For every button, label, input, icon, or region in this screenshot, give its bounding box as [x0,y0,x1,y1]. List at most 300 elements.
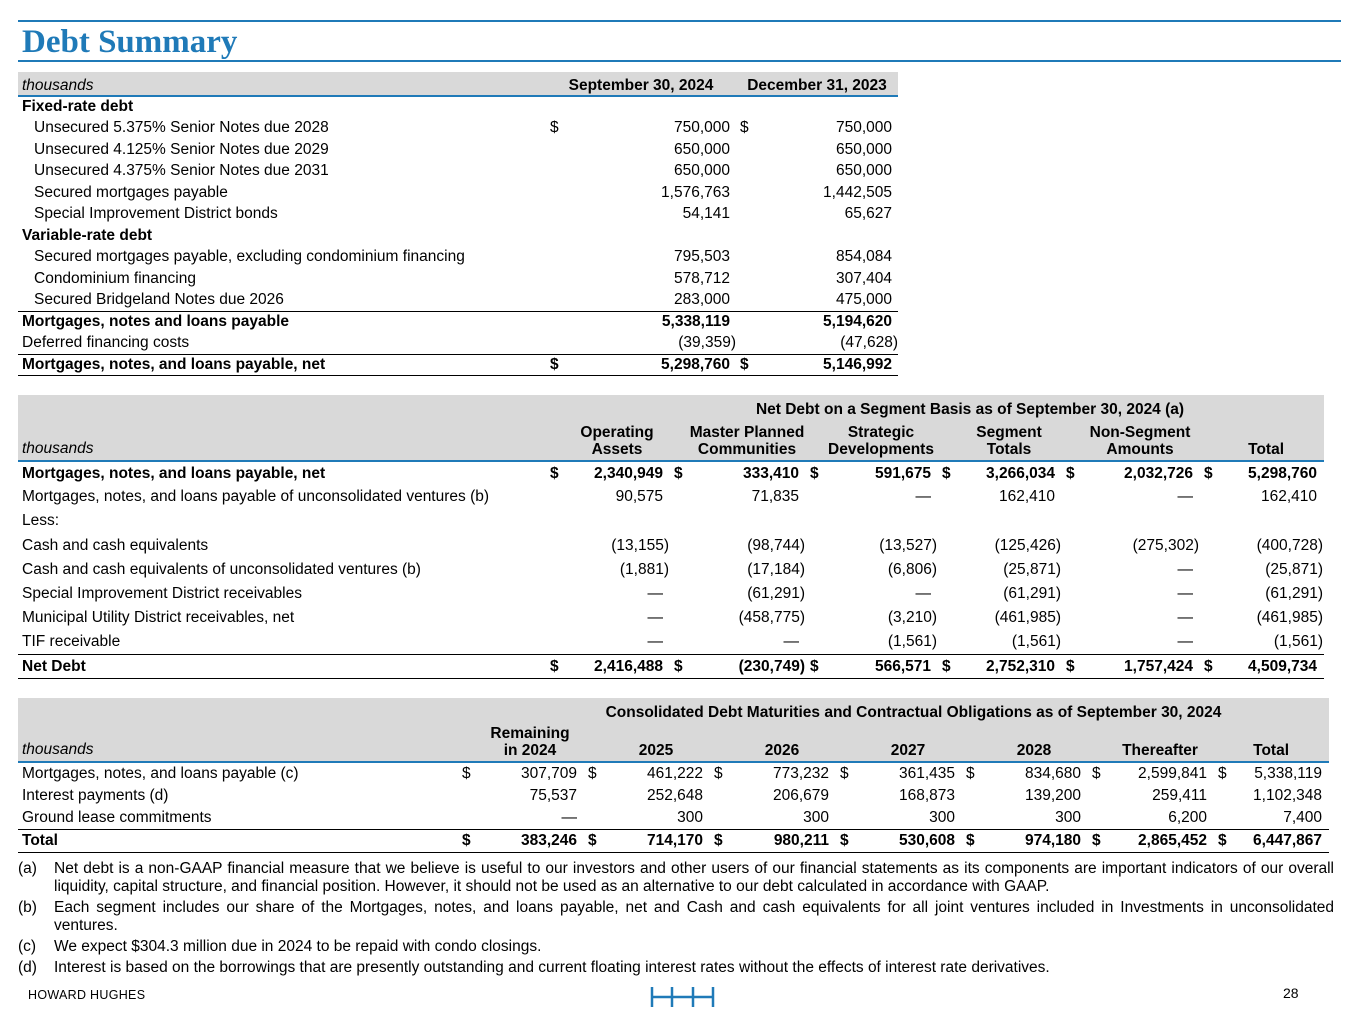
value-sep-2024 [566,96,736,118]
currency-symbol [546,96,566,118]
currency-symbol [736,225,756,247]
currency-symbol [938,558,956,582]
column-header [546,419,670,461]
value-sep-2024: 795,503 [673,248,730,266]
currency-symbol [1200,485,1218,509]
currency-symbol [806,485,824,509]
column-header-line2: 2028 [1016,742,1052,759]
value-cell: (1,561) [1273,633,1323,651]
currency-symbol [584,807,602,830]
currency-symbol [1200,534,1218,558]
value-cell [824,509,938,533]
currency-symbol [546,333,566,355]
value-cell: 1,102,348 [1253,786,1322,804]
table-row [18,247,898,269]
value-cell: (25,871) [1265,560,1323,578]
currency-symbol [806,606,824,630]
currency-symbol [962,807,980,830]
column-header [1214,722,1329,762]
currency-symbol [938,509,956,533]
value-cell: (1,881) [619,560,669,578]
value-cell: (461,985) [994,609,1061,627]
value-cell: 361,435 [898,764,955,782]
currency-symbol [938,534,956,558]
currency-symbol [1062,558,1080,582]
row-label: Cash and cash equivalents of unconsolidated ventures (b) [22,560,421,578]
value-cell: 974,180 [980,830,1088,853]
value-cell: 2,340,949 [594,464,663,482]
currency-symbol: $ [962,830,980,853]
currency-symbol [546,204,566,226]
column-header [938,419,1062,461]
value-cell: — [1177,488,1193,506]
page-number: 28 [1283,985,1299,1001]
currency-symbol [736,268,756,290]
column-header-line1: Non-Segment [1089,424,1191,441]
row-label: TIF receivable [22,633,121,651]
value-cell: 2,599,841 [1138,764,1207,782]
value-cell: (125,426) [994,536,1061,554]
value-sep-2024: 650,000 [673,162,730,180]
value-dec-2023: 307,404 [835,269,892,287]
row-label: Fixed-rate debt [22,98,134,116]
value-cell: 139,200 [1024,786,1081,804]
currency-symbol: $ [1218,764,1227,782]
currency-symbol [938,630,956,654]
row-label: Secured mortgages payable, excluding condominium financing [34,248,465,266]
footnote-text: Each segment includes our share of the Mortgages, notes, and loans payable, net and Cash and cash equivalents for all joint ventures included in Investments in unconsolidated ventures. [54,899,1334,934]
currency-symbol: $ [938,655,956,679]
currency-symbol [458,785,476,808]
currency-symbol [736,96,756,118]
currency-symbol [1062,582,1080,606]
currency-symbol: $ [714,764,723,782]
value-cell: 2,416,488 [564,655,670,679]
value-cell: 5,338,119 [1254,764,1322,782]
maturities-table [18,698,1329,853]
currency-symbol [710,785,728,808]
value-cell: 2,032,726 [1124,464,1193,482]
currency-symbol [806,534,824,558]
currency-symbol: $ [736,354,756,376]
row-label: Cash and cash equivalents [22,536,209,554]
value-cell: 259,411 [1152,786,1207,804]
value-cell: (61,291) [1003,585,1061,603]
row-label: Variable-rate debt [22,226,153,244]
row-label: Ground lease commitments [22,809,212,826]
footer-company: HOWARD HUGHES [28,988,146,1002]
value-cell: 168,873 [898,786,955,804]
footnote-key: (a) [18,860,37,877]
currency-symbol [1062,606,1080,630]
currency-symbol [546,630,564,654]
currency-symbol [670,558,688,582]
currency-symbol [1214,785,1232,808]
column-header-line2: 2026 [764,742,800,759]
currency-symbol: $ [840,764,849,782]
value-cell [1218,509,1324,533]
currency-symbol [736,161,756,183]
currency-symbol: $ [942,464,951,482]
currency-symbol [736,333,756,355]
value-cell: 71,835 [751,488,799,506]
currency-symbol: $ [546,655,564,679]
currency-symbol [546,161,566,183]
value-cell: 4,509,734 [1218,655,1324,679]
value-cell: (3,210) [887,609,937,627]
currency-symbol: $ [1204,464,1213,482]
value-cell: 333,410 [742,464,799,482]
debt-summary-body [18,96,898,376]
value-dec-2023: 650,000 [835,162,892,180]
row-label: Unsecured 4.375% Senior Notes due 2031 [34,162,329,180]
column-header-sep-2024: September 30, 2024 [568,77,714,94]
footnote [18,959,1334,977]
currency-symbol: $ [550,119,559,137]
value-cell [564,509,670,533]
page-title: Debt Summary [22,24,238,60]
value-sep-2024: 1,576,763 [661,183,730,201]
currency-symbol [1062,630,1080,654]
currency-symbol: $ [458,830,476,853]
value-cell: 162,410 [1260,488,1317,506]
currency-symbol: $ [1092,764,1101,782]
table-row [18,333,898,355]
column-header [962,722,1088,762]
maturities-title: Consolidated Debt Maturities and Contractual Obligations as of September 30, 2024 [605,704,1222,721]
value-cell: 206,679 [772,786,829,804]
value-cell: 566,571 [824,655,938,679]
value-cell: — [647,609,663,627]
column-header [1088,722,1214,762]
value-dec-2023: 5,194,620 [756,311,898,333]
currency-symbol [1200,630,1218,654]
currency-symbol [670,534,688,558]
column-header-line2: Amounts [1106,441,1174,458]
currency-symbol [962,785,980,808]
currency-symbol [1088,807,1106,830]
column-header-line2: Assets [591,441,643,458]
footnote-key: (d) [18,959,37,976]
value-dec-2023: 650,000 [835,140,892,158]
currency-symbol [546,225,566,247]
column-header-line2: Total [1253,742,1289,759]
value-cell: — [1177,560,1193,578]
currency-symbol [736,247,756,269]
column-header-dec-2023: December 31, 2023 [747,77,887,94]
value-cell: 300 [803,809,829,826]
column-header-line1: Master Planned [689,424,805,441]
value-sep-2024 [566,225,736,247]
currency-symbol [1200,558,1218,582]
row-label: Condominium financing [34,269,196,287]
currency-symbol [836,807,854,830]
footnote [18,938,1334,956]
value-dec-2023: (47,628) [840,334,898,351]
debt-summary-table [18,72,898,376]
value-sep-2024: (39,359) [678,334,736,351]
table-row [18,606,1324,630]
value-cell: (230,749) [688,655,806,679]
table-row [18,461,1324,485]
table-row [18,161,898,183]
value-dec-2023: 5,146,992 [756,354,898,376]
currency-symbol [546,485,564,509]
currency-symbol: $ [588,764,597,782]
currency-symbol: $ [836,830,854,853]
value-cell: — [1177,585,1193,603]
row-label: Municipal Utility District receivables, net [22,609,295,627]
row-label: Special Improvement District receivables [22,585,302,603]
column-header [806,419,938,461]
currency-symbol [736,139,756,161]
value-cell: 383,246 [476,830,584,853]
value-sep-2024: 5,338,119 [566,311,736,333]
value-cell: 300 [929,809,955,826]
currency-symbol [736,182,756,204]
currency-symbol: $ [1062,655,1080,679]
table-row [18,204,898,226]
value-cell: (6,806) [887,560,937,578]
currency-symbol [938,606,956,630]
currency-symbol: $ [670,655,688,679]
currency-symbol [584,785,602,808]
value-cell: 3,266,034 [986,464,1055,482]
table-row [18,807,1329,830]
value-cell: 834,680 [1024,764,1081,782]
currency-symbol [1062,509,1080,533]
currency-symbol: $ [584,830,602,853]
net-debt-body [18,461,1324,679]
value-cell: — [915,488,931,506]
table-row [18,118,898,140]
currency-symbol: $ [674,464,683,482]
table-row [18,509,1324,533]
value-dec-2023 [756,96,898,118]
column-header-line1: Strategic [847,424,915,441]
table-row [18,785,1329,808]
column-header-line2: Thereafter [1122,742,1198,759]
value-cell: 6,447,867 [1232,830,1329,853]
value-cell: (400,728) [1256,536,1323,554]
currency-symbol: $ [462,764,471,782]
table-row [18,558,1324,582]
column-header-line2: in 2024 [503,742,557,759]
column-header [1200,419,1324,461]
value-cell: 252,648 [646,786,703,804]
currency-symbol [546,139,566,161]
value-cell: 591,675 [874,464,931,482]
value-cell: (17,184) [747,560,805,578]
row-label: Mortgages, notes, and loans payable of unconsolidated ventures (b) [22,488,490,506]
value-cell: 300 [1055,809,1081,826]
table-row [18,182,898,204]
table-row [18,582,1324,606]
currency-symbol [670,606,688,630]
value-cell: 300 [677,809,703,826]
table-row [18,630,1324,654]
column-header-line2: Totals [986,441,1032,458]
value-cell: — [1177,609,1193,627]
value-sep-2024: 750,000 [673,119,730,137]
column-header-line2: 2027 [890,742,926,759]
currency-symbol [938,582,956,606]
currency-symbol [546,268,566,290]
table-row [18,655,1324,679]
currency-symbol: $ [740,119,749,137]
value-cell: (458,775) [738,609,805,627]
currency-symbol [546,182,566,204]
table-row [18,290,898,312]
value-sep-2024: 650,000 [673,140,730,158]
unit-label: thousands [22,440,94,457]
value-sep-2024: 283,000 [673,291,730,308]
footnote-text: Net debt is a non-GAAP financial measure that we believe is useful to our investors and other users of our financial statements as its components are important indicators of our overall liquidity, capital structure, and financial position. However, it should not be used as an alternative to our debt calculated in accordance with GAAP. [54,860,1334,895]
value-cell: 75,537 [529,786,577,804]
table-row [18,830,1329,853]
currency-symbol: $ [810,464,819,482]
value-dec-2023: 475,000 [835,291,892,308]
value-cell: 5,298,760 [1248,464,1317,482]
currency-symbol [1214,807,1232,830]
currency-symbol [546,290,566,312]
row-label: Special Improvement District bonds [34,205,278,223]
value-cell: 307,709 [520,764,577,782]
row-label: Mortgages, notes and loans payable [18,311,546,333]
currency-symbol [806,630,824,654]
value-cell: 530,608 [854,830,962,853]
value-cell: 7,400 [1283,809,1322,826]
company-logo [650,986,716,1013]
row-label: Net Debt [18,655,546,679]
currency-symbol [806,509,824,533]
value-cell: 90,575 [615,488,663,506]
currency-symbol [806,582,824,606]
column-header-line2: Developments [828,441,934,458]
footnote-text: We expect $304.3 million due in 2024 to be repaid with condo closings. [54,938,542,955]
currency-symbol [670,630,688,654]
table-row [18,534,1324,558]
currency-symbol [1200,582,1218,606]
value-cell: 714,170 [602,830,710,853]
value-cell: 2,865,452 [1106,830,1214,853]
value-cell [688,509,806,533]
value-cell: 773,232 [772,764,829,782]
column-header-line2: Communities [697,441,797,458]
row-label: Deferred financing costs [22,334,190,351]
table-row [18,139,898,161]
currency-symbol [806,558,824,582]
currency-symbol [670,582,688,606]
row-label: Less: [22,512,60,530]
footnotes [18,860,1334,980]
value-sep-2024: 5,298,760 [566,354,736,376]
footnote [18,899,1334,935]
currency-symbol: $ [966,764,975,782]
value-cell: 2,752,310 [956,655,1062,679]
currency-symbol: $ [1066,464,1075,482]
currency-symbol [546,606,564,630]
currency-symbol [546,311,566,333]
value-cell: (1,561) [887,633,937,651]
unit-label: thousands [22,77,94,94]
currency-symbol: $ [550,464,559,482]
page-title-bar [18,20,1341,62]
table-row [18,96,898,118]
currency-symbol [670,509,688,533]
value-cell: — [1177,633,1193,651]
column-header [670,419,806,461]
table-row [18,268,898,290]
column-header [584,722,710,762]
column-header [458,722,584,762]
currency-symbol [736,290,756,312]
currency-symbol [1200,606,1218,630]
value-dec-2023: 1,442,505 [823,183,892,201]
currency-symbol [546,534,564,558]
currency-symbol [1088,785,1106,808]
unit-label: thousands [22,741,94,758]
value-sep-2024: 54,141 [682,205,730,223]
footnote [18,860,1334,896]
value-cell: — [647,585,663,603]
value-cell: (25,871) [1003,560,1061,578]
column-header [836,722,962,762]
row-label: Secured mortgages payable [34,183,228,201]
value-cell: 980,211 [728,830,836,853]
currency-symbol [546,247,566,269]
value-cell: 461,222 [646,764,703,782]
table-row [18,762,1329,785]
table-row [18,485,1324,509]
value-cell: (13,155) [611,536,669,554]
currency-symbol [1200,509,1218,533]
table-row [18,225,898,247]
value-dec-2023: 854,084 [835,248,892,266]
currency-symbol [458,807,476,830]
value-sep-2024: 578,712 [673,269,730,287]
column-header-line1: Segment [976,424,1042,441]
currency-symbol: $ [546,354,566,376]
value-cell: — [915,585,931,603]
currency-symbol [546,582,564,606]
currency-symbol: $ [710,830,728,853]
row-label: Total [18,830,458,853]
value-cell: (61,291) [1265,585,1323,603]
currency-symbol [938,485,956,509]
row-label: Mortgages, notes, and loans payable (c) [22,764,299,782]
value-cell: — [783,633,799,651]
value-cell [956,509,1062,533]
footnote-key: (b) [18,899,37,916]
value-cell: — [561,809,577,826]
footnote-text: Interest is based on the borrowings that are presently outstanding and current floating interest rates without the effects of interest rate derivatives. [54,959,1050,976]
value-cell: 6,200 [1168,809,1207,826]
currency-symbol: $ [806,655,824,679]
row-label: Mortgages, notes, and loans payable, net [22,464,326,482]
currency-symbol [836,785,854,808]
value-cell [1080,509,1200,533]
currency-symbol [546,558,564,582]
table-row [18,311,898,333]
column-header-line1: Remaining [490,725,570,742]
currency-symbol [1062,485,1080,509]
value-dec-2023: 65,627 [844,205,892,223]
column-header-line1: Operating [580,424,654,441]
value-cell: (461,985) [1256,609,1323,627]
row-label: Mortgages, notes, and loans payable, net [18,354,546,376]
column-header [1062,419,1200,461]
